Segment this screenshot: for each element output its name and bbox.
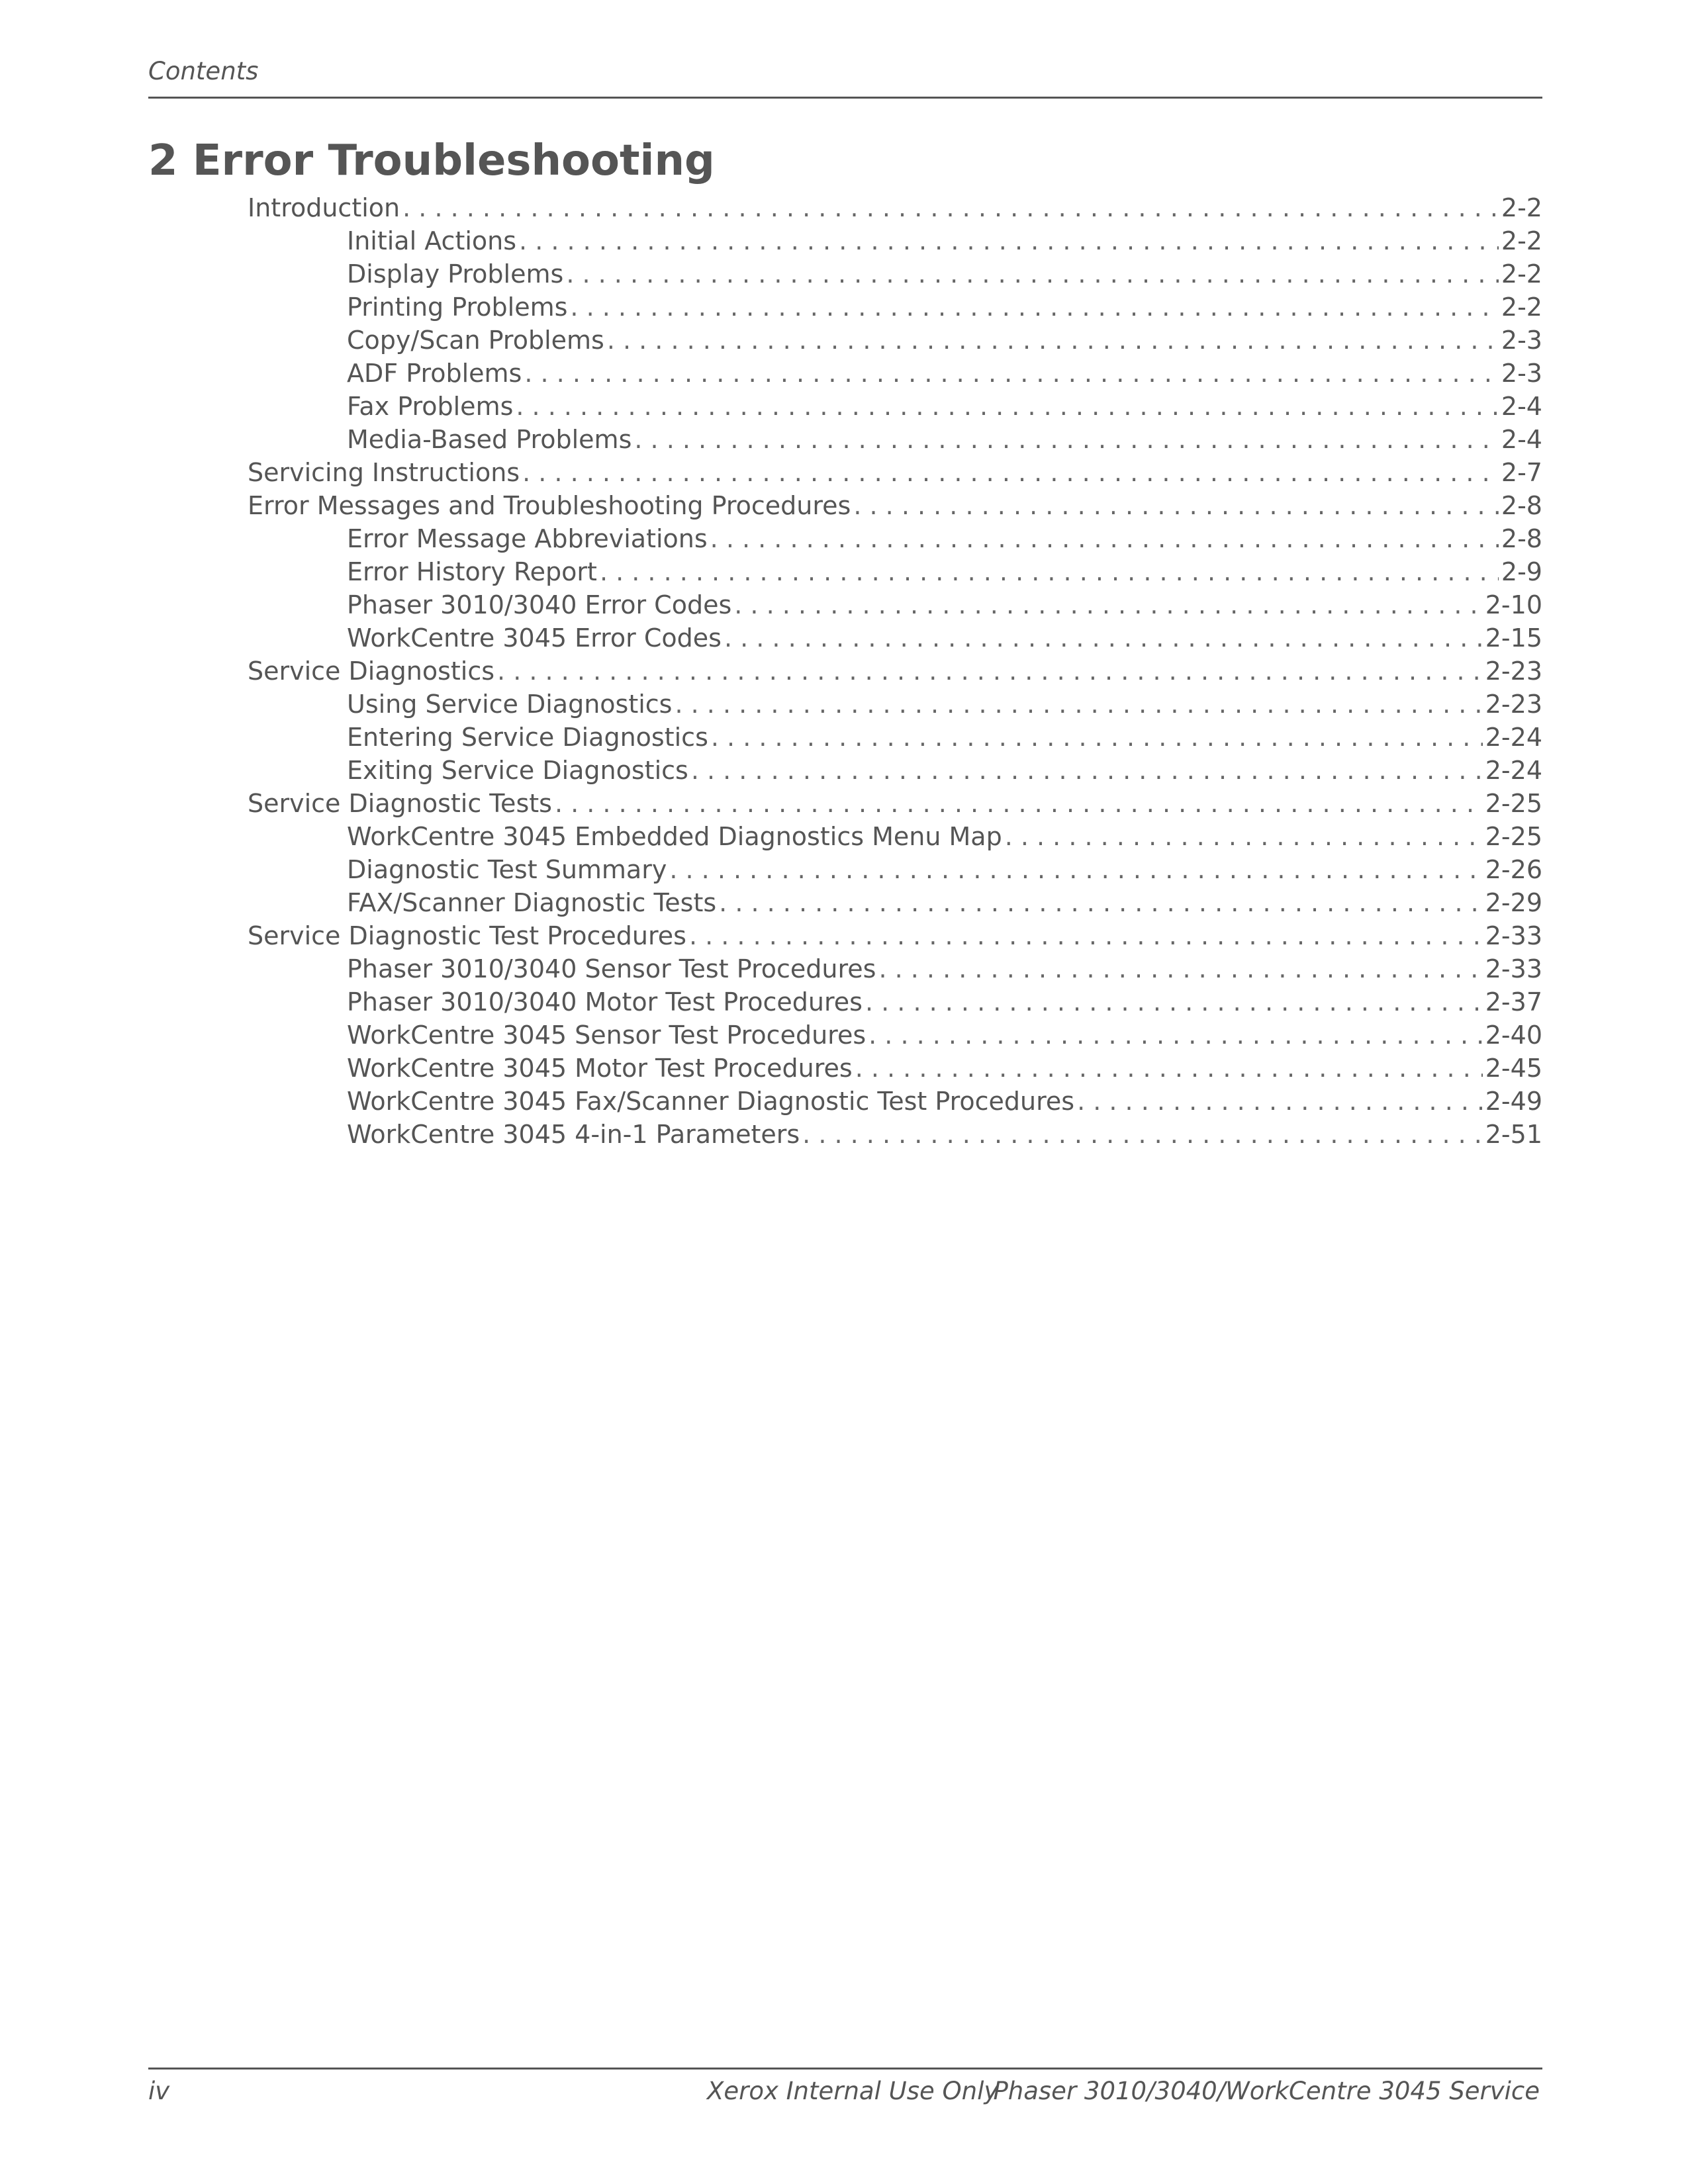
toc-entry-page: 2-49 xyxy=(1485,1087,1542,1116)
toc-entry[interactable] xyxy=(248,193,1542,226)
toc-entry-label: Error Messages and Troubleshooting Procedures xyxy=(248,491,851,520)
toc-entry-label: Service Diagnostic Test Procedures xyxy=(248,921,686,950)
toc-dot-leader xyxy=(878,954,1482,983)
toc-dot-leader xyxy=(689,921,1483,950)
toc-entry-label: Using Service Diagnostics xyxy=(347,690,673,719)
footer-notice: Xerox Internal Use Only xyxy=(707,2077,999,2105)
toc-entry-page: 2-45 xyxy=(1485,1054,1542,1083)
toc-entry[interactable] xyxy=(248,1021,1542,1054)
toc-dot-leader xyxy=(691,756,1483,785)
toc-entry-label: Service Diagnostics xyxy=(248,657,495,686)
toc-entry[interactable] xyxy=(248,789,1542,822)
toc-dot-leader xyxy=(402,193,1499,222)
toc-entry[interactable] xyxy=(248,557,1542,590)
toc-entry[interactable] xyxy=(248,1120,1542,1153)
toc-dot-leader xyxy=(570,293,1499,322)
toc-entry[interactable] xyxy=(248,458,1542,491)
toc-dot-leader xyxy=(865,987,1483,1017)
toc-entry-page: 2-3 xyxy=(1501,326,1542,355)
toc-entry[interactable] xyxy=(248,888,1542,921)
toc-dot-leader xyxy=(855,1054,1483,1083)
toc-entry-page: 2-4 xyxy=(1501,425,1542,454)
toc-entry-page: 2-33 xyxy=(1485,954,1542,983)
toc-entry[interactable] xyxy=(248,1087,1542,1120)
toc-entry-page: 2-24 xyxy=(1485,756,1542,785)
toc-entry-page: 2-15 xyxy=(1485,623,1542,653)
toc-entry-label: Phaser 3010/3040 Motor Test Procedures xyxy=(347,987,863,1017)
toc-entry[interactable] xyxy=(248,756,1542,789)
toc-entry-label: WorkCentre 3045 Fax/Scanner Diagnostic Test Procedures xyxy=(347,1087,1075,1116)
toc-dot-leader xyxy=(607,326,1499,355)
toc-entry-page: 2-33 xyxy=(1485,921,1542,950)
chapter-title: 2 Error Troubleshooting xyxy=(148,136,715,185)
toc-entry-page: 2-2 xyxy=(1501,259,1542,289)
toc-entry-label: Copy/Scan Problems xyxy=(347,326,604,355)
running-header: Contents xyxy=(148,57,259,85)
toc-entry-page: 2-8 xyxy=(1501,524,1542,553)
toc-entry-label: Media-Based Problems xyxy=(347,425,632,454)
toc-entry-page: 2-2 xyxy=(1501,193,1542,222)
toc-entry-label: Entering Service Diagnostics xyxy=(347,723,708,752)
toc-dot-leader xyxy=(566,259,1499,289)
toc-entry-page: 2-40 xyxy=(1485,1021,1542,1050)
toc-entry-label: FAX/Scanner Diagnostic Tests xyxy=(347,888,717,917)
toc-dot-leader xyxy=(868,1021,1483,1050)
toc-entry-label: Exiting Service Diagnostics xyxy=(347,756,688,785)
toc-entry-page: 2-25 xyxy=(1485,822,1542,851)
toc-entry-page: 2-9 xyxy=(1501,557,1542,586)
toc-entry[interactable] xyxy=(248,524,1542,557)
toc-entry[interactable] xyxy=(248,623,1542,657)
toc-entry-label: ADF Problems xyxy=(347,359,522,388)
toc-entry[interactable] xyxy=(248,259,1542,293)
toc-dot-leader xyxy=(600,557,1499,586)
toc-entry[interactable] xyxy=(248,326,1542,359)
toc-entry-page: 2-4 xyxy=(1501,392,1542,421)
toc-entry-page: 2-3 xyxy=(1501,359,1542,388)
toc-entry-label: Error History Report xyxy=(347,557,597,586)
toc-entry-label: Diagnostic Test Summary xyxy=(347,855,667,884)
toc-entry-label: Printing Problems xyxy=(347,293,568,322)
toc-entry-label: WorkCentre 3045 Embedded Diagnostics Menu Map xyxy=(347,822,1002,851)
toc-entry-page: 2-37 xyxy=(1485,987,1542,1017)
toc-dot-leader xyxy=(724,623,1483,653)
toc-entry-label: Introduction xyxy=(248,193,400,222)
toc-entry-page: 2-23 xyxy=(1485,690,1542,719)
toc-dot-leader xyxy=(516,392,1499,421)
toc-entry-label: Phaser 3010/3040 Sensor Test Procedures xyxy=(347,954,876,983)
toc-entry[interactable] xyxy=(248,657,1542,690)
footer-document-title: Phaser 3010/3040/WorkCentre 3045 Service xyxy=(993,2077,1540,2105)
toc-entry[interactable] xyxy=(248,987,1542,1021)
toc-dot-leader xyxy=(669,855,1482,884)
toc-dot-leader xyxy=(802,1120,1483,1149)
toc-entry[interactable] xyxy=(248,1054,1542,1087)
toc-entry[interactable] xyxy=(248,293,1542,326)
toc-entry-page: 2-10 xyxy=(1485,590,1542,619)
toc-dot-leader xyxy=(497,657,1483,686)
toc-entry-label: WorkCentre 3045 Error Codes xyxy=(347,623,722,653)
toc-dot-leader xyxy=(519,226,1499,255)
toc-entry-label: Phaser 3010/3040 Error Codes xyxy=(347,590,732,619)
toc-entry-label: WorkCentre 3045 Motor Test Procedures xyxy=(347,1054,853,1083)
toc-entry[interactable] xyxy=(248,723,1542,756)
toc-entry-page: 2-24 xyxy=(1485,723,1542,752)
toc-entry[interactable] xyxy=(248,491,1542,524)
toc-dot-leader xyxy=(719,888,1483,917)
table-of-contents xyxy=(248,193,1542,1153)
footer-rule xyxy=(148,2068,1542,2070)
toc-entry-label: WorkCentre 3045 4-in-1 Parameters xyxy=(347,1120,800,1149)
toc-entry[interactable] xyxy=(248,954,1542,987)
toc-dot-leader xyxy=(634,425,1499,454)
toc-entry-page: 2-7 xyxy=(1501,458,1542,487)
toc-entry-page: 2-25 xyxy=(1485,789,1542,818)
toc-entry[interactable] xyxy=(248,359,1542,392)
footer-page-number: iv xyxy=(148,2077,170,2105)
toc-entry-page: 2-8 xyxy=(1501,491,1542,520)
toc-entry-page: 2-2 xyxy=(1501,226,1542,255)
toc-dot-leader xyxy=(711,723,1483,752)
toc-dot-leader xyxy=(522,458,1499,487)
toc-entry[interactable] xyxy=(248,921,1542,954)
toc-entry-label: Display Problems xyxy=(347,259,564,289)
toc-dot-leader xyxy=(555,789,1483,818)
toc-entry[interactable] xyxy=(248,822,1542,855)
toc-dot-leader xyxy=(524,359,1499,388)
toc-entry[interactable] xyxy=(248,226,1542,259)
toc-dot-leader xyxy=(734,590,1483,619)
toc-entry-page: 2-26 xyxy=(1485,855,1542,884)
toc-entry-page: 2-51 xyxy=(1485,1120,1542,1149)
toc-entry-page: 2-29 xyxy=(1485,888,1542,917)
toc-entry-label: Servicing Instructions xyxy=(248,458,520,487)
toc-entry[interactable] xyxy=(248,855,1542,888)
header-rule xyxy=(148,97,1542,99)
toc-entry-label: WorkCentre 3045 Sensor Test Procedures xyxy=(347,1021,867,1050)
toc-dot-leader xyxy=(675,690,1482,719)
toc-entry[interactable] xyxy=(248,690,1542,723)
toc-entry-page: 2-2 xyxy=(1501,293,1542,322)
toc-entry-label: Fax Problems xyxy=(347,392,514,421)
toc-entry[interactable] xyxy=(248,392,1542,425)
toc-entry-page: 2-23 xyxy=(1485,657,1542,686)
toc-entry-label: Service Diagnostic Tests xyxy=(248,789,552,818)
toc-entry[interactable] xyxy=(248,590,1542,623)
toc-entry-label: Error Message Abbreviations xyxy=(347,524,708,553)
toc-entry-label: Initial Actions xyxy=(347,226,517,255)
toc-entry[interactable] xyxy=(248,425,1542,458)
toc-dot-leader xyxy=(710,524,1499,553)
toc-dot-leader xyxy=(853,491,1499,520)
toc-dot-leader xyxy=(1077,1087,1483,1116)
toc-dot-leader xyxy=(1005,822,1483,851)
